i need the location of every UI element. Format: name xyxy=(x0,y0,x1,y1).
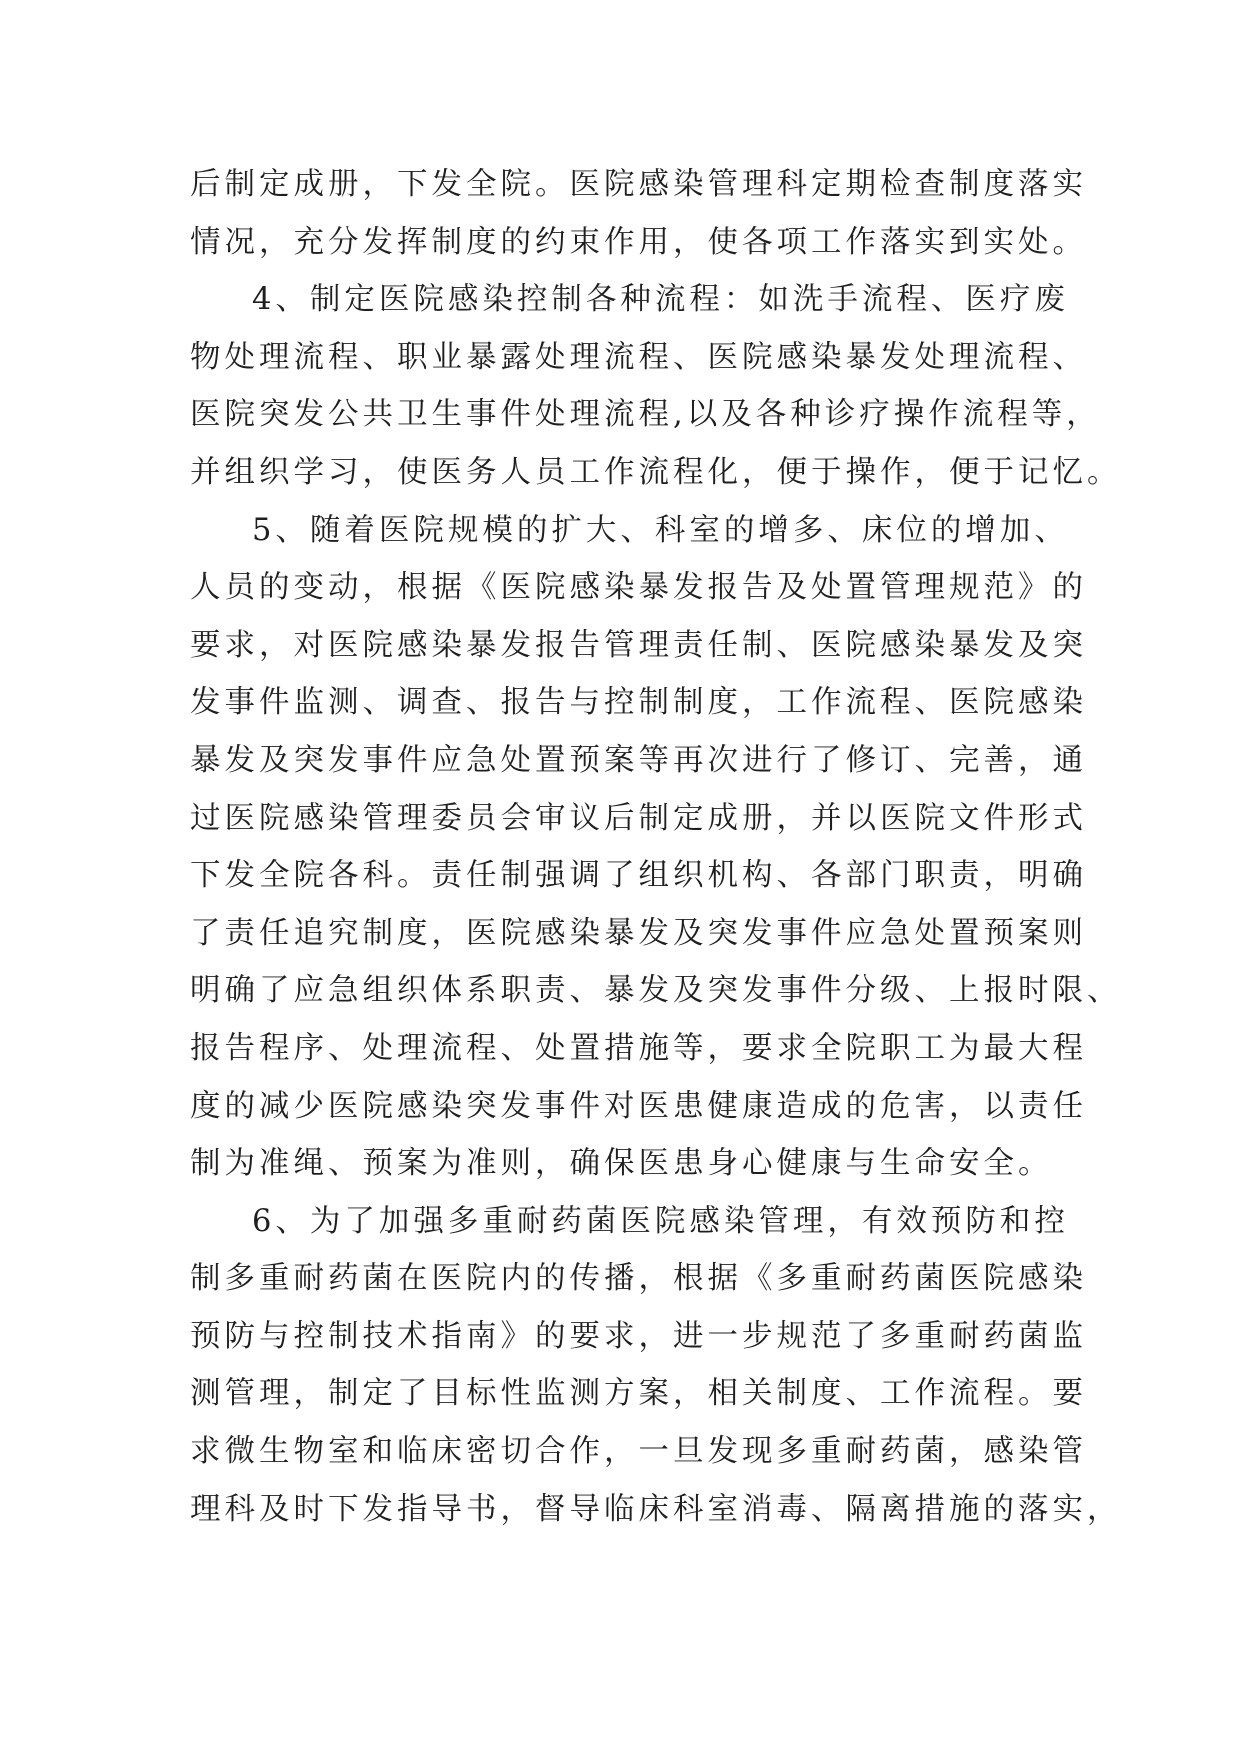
paragraph-line: 发事件监测、调查、报告与控制制度，工作流程、医院感染 xyxy=(190,685,1087,721)
paragraph-line: 要求，对医院感染暴发报告管理责任制、医院感染暴发及突 xyxy=(190,627,1087,663)
paragraph-line: 人员的变动，根据《医院感染暴发报告及处置管理规范》的 xyxy=(190,570,1087,606)
document-body xyxy=(190,156,1122,1538)
paragraph-line: 并组织学习，使医务人员工作流程化，便于操作，便于记忆。 xyxy=(190,454,1122,490)
paragraph-line: 制为准绳、预案为准则，确保医患身心健康与生命安全。 xyxy=(190,1146,1053,1182)
paragraph-line: 下发全院各科。责任制强调了组织机构、各部门职责，明确 xyxy=(190,858,1087,894)
paragraph-line: 情况，充分发挥制度的约束作用，使各项工作落实到实处。 xyxy=(190,224,1087,260)
paragraph-line: 物处理流程、职业暴露处理流程、医院感染暴发处理流程、 xyxy=(190,339,1087,375)
paragraph-line: 暴发及突发事件应急处置预案等再次进行了修订、完善，通 xyxy=(190,742,1087,778)
paragraph-line: 明确了应急组织体系职责、暴发及突发事件分级、上报时限、 xyxy=(190,973,1122,1009)
paragraph-line: 度的减少医院感染突发事件对医患健康造成的危害，以责任 xyxy=(190,1088,1087,1124)
paragraph-line: 医院突发公共卫生事件处理流程,以及各种诊疗操作流程等， xyxy=(190,397,1101,433)
paragraph-line: 测管理，制定了目标性监测方案，相关制度、工作流程。要 xyxy=(190,1376,1087,1412)
paragraph-line: 理科及时下发指导书，督导临床科室消毒、隔离措施的落实， xyxy=(190,1491,1122,1527)
paragraph-line: 过医院感染管理委员会审议后制定成册，并以医院文件形式 xyxy=(190,800,1087,836)
paragraph-6-first-line: 6、为了加强多重耐药菌医院感染管理，有效预防和控 xyxy=(252,1203,1069,1239)
paragraph-line: 报告程序、处理流程、处置措施等，要求全院职工为最大程 xyxy=(190,1030,1087,1066)
paragraph-line: 后制定成册，下发全院。医院感染管理科定期检查制度落实 xyxy=(190,167,1087,202)
paragraph-line: 制多重耐药菌在医院内的传播，根据《多重耐药菌医院感染 xyxy=(190,1261,1087,1297)
paragraph-4-first-line: 4、制定医院感染控制各种流程：如洗手流程、医疗废 xyxy=(252,282,1069,318)
paragraph-line: 了责任追究制度，医院感染暴发及突发事件应急处置预案则 xyxy=(190,915,1087,951)
paragraph-line: 求微生物室和临床密切合作，一旦发现多重耐药菌，感染管 xyxy=(190,1434,1087,1470)
paragraph-5-first-line: 5、随着医院规模的扩大、科室的增多、床位的增加、 xyxy=(252,512,1069,548)
paragraph-line: 预防与控制技术指南》的要求，进一步规范了多重耐药菌监 xyxy=(190,1318,1087,1354)
